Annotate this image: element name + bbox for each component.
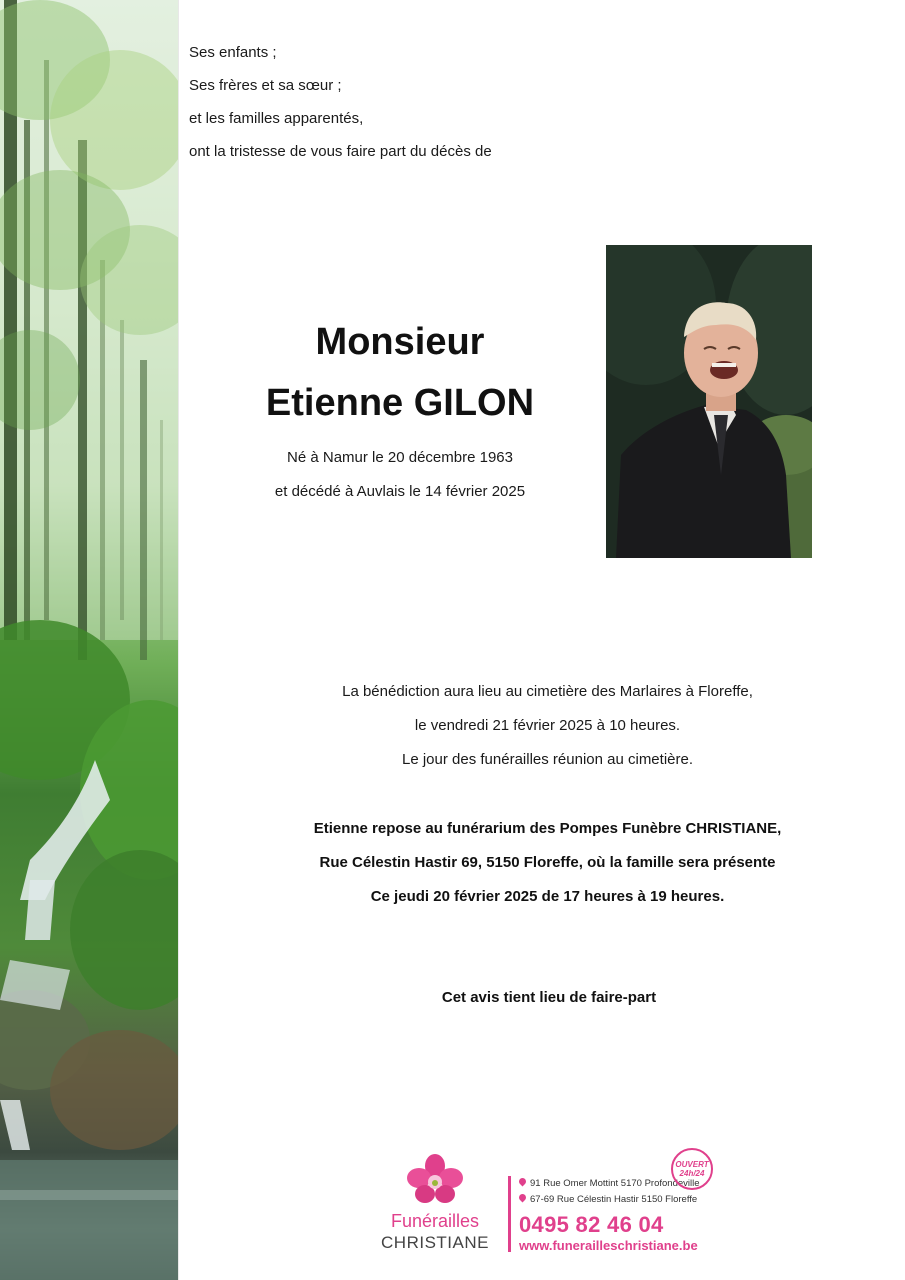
death-line: et décédé à Auvlais le 14 février 2025 <box>274 483 526 500</box>
deceased-name: Etienne GILON <box>265 382 535 424</box>
visitation-line: Etienne repose au funérarium des Pompes Funèbre CHRISTIANE, <box>313 820 782 837</box>
visitation-info <box>290 812 805 914</box>
intro-line: ont la tristesse de vous faire part du décès de <box>189 143 492 160</box>
address-text: 67-69 Rue Célestin Hastir 5150 Floreffe <box>530 1194 698 1205</box>
deceased-civility: Monsieur <box>315 321 485 363</box>
orchid-icon <box>407 1154 463 1204</box>
badge-line: OUVERT <box>675 1160 709 1169</box>
ceremony-line: le vendredi 21 février 2025 à 10 heures. <box>414 717 681 734</box>
deceased-dates <box>190 441 610 509</box>
portrait-photo <box>606 245 812 558</box>
address-profondeville <box>519 1178 700 1189</box>
visitation-line: Rue Célestin Hastir 69, 5150 Floreffe, où la famille sera présente <box>319 854 776 871</box>
forest-stream-image <box>0 0 178 1280</box>
address-floreffe <box>519 1194 697 1205</box>
brand-name: Funérailles <box>390 1211 480 1231</box>
open-24h-badge <box>671 1148 713 1190</box>
badge-line: 24h/24 <box>679 1169 705 1178</box>
intro-line: Ses enfants ; <box>189 44 277 61</box>
birth-line: Né à Namur le 20 décembre 1963 <box>287 449 513 466</box>
brand-name-caps: CHRISTIANE <box>381 1233 489 1252</box>
deceased-title <box>190 316 610 438</box>
announcement-intro <box>189 36 492 168</box>
ceremony-info <box>300 675 795 777</box>
faire-part-notice: Cet avis tient lieu de faire-part <box>441 989 657 1006</box>
map-pin-icon <box>518 1177 528 1187</box>
phone-number: 0495 82 46 04 <box>519 1212 664 1237</box>
visitation-line: Ce jeudi 20 février 2025 de 17 heures à 19 heures. <box>370 888 725 905</box>
address-text: 91 Rue Omer Mottint 5170 Profondeville <box>530 1178 700 1189</box>
ceremony-line: La bénédiction aura lieu au cimetière des Marlaires à Floreffe, <box>342 683 753 700</box>
website-link: www.funerailleschristiane.be <box>519 1238 698 1253</box>
divider-line <box>178 0 179 1280</box>
ceremony-line: Le jour des funérailles réunion au cimetière. <box>402 751 693 768</box>
intro-line: Ses frères et sa sœur ; <box>189 77 342 94</box>
map-pin-icon <box>518 1193 528 1203</box>
intro-line: et les familles apparentés, <box>189 110 364 127</box>
footer-divider <box>508 1176 511 1252</box>
funeral-home-logo <box>380 1150 490 1260</box>
